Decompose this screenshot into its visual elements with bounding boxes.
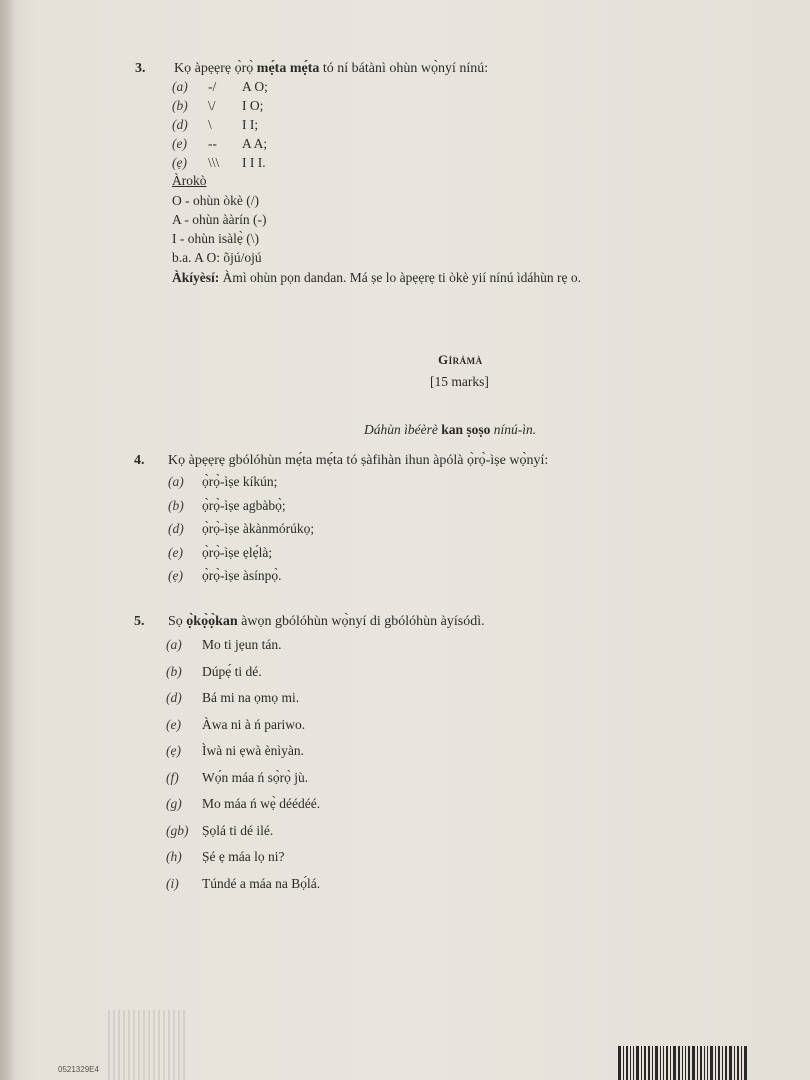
barcode-bar <box>641 1046 642 1080</box>
tone-pattern: \\\ <box>208 155 220 170</box>
item-label: (e) <box>166 716 181 732</box>
barcode-bar <box>678 1046 680 1080</box>
barcode-bar <box>630 1046 631 1080</box>
barcode-bar <box>688 1046 690 1080</box>
question-5-stem: Sọ ọ̀kọ̀ọ̀kan àwọn gbólóhùn wọ̀nyí di gbólóhùn àyísódì. <box>168 614 485 629</box>
tone-pattern: \ <box>208 117 212 132</box>
item-text: ọ̀rọ̀-ìṣe agbàbọ̀; <box>202 497 286 513</box>
question-5-item <box>166 849 284 865</box>
barcode-bar <box>618 1046 621 1080</box>
barcode-bar <box>663 1046 664 1080</box>
barcode-bar <box>670 1046 671 1080</box>
tone-letters: A A; <box>242 136 268 151</box>
barcode-bar <box>652 1046 653 1080</box>
key-line-1: O - ohùn òkè (/) <box>172 193 259 208</box>
barcode-bar <box>700 1046 702 1080</box>
barcode-bar <box>744 1046 747 1080</box>
question-4-stem: Kọ àpẹẹrẹ gbólóhùn mẹ́ta mẹ́ta tó ṣàfihàn ihun àpólà ọ̀rọ̀-ìṣe wọ̀nyí: <box>168 453 549 468</box>
tone-pattern: \/ <box>208 98 216 113</box>
item-label: (f) <box>166 769 179 785</box>
barcode-bar <box>626 1046 628 1080</box>
barcode-bar <box>644 1046 646 1080</box>
item-label: (b) <box>172 98 188 113</box>
barcode-bar <box>715 1046 716 1080</box>
item-text: Túndé a máa na Bọ́lá. <box>202 875 321 891</box>
question-4-item <box>168 498 286 514</box>
question-3-item <box>172 155 266 171</box>
question-5-item <box>166 717 305 733</box>
barcode-bar <box>725 1046 727 1080</box>
barcode-bar <box>741 1046 742 1080</box>
item-text: ọ̀rọ̀-ìṣe ẹlẹ́là; <box>202 544 273 560</box>
item-label: (g) <box>166 796 182 811</box>
question-4-number: 4. <box>134 453 145 468</box>
tone-letters: I I I. <box>242 155 266 170</box>
barcode-bar <box>666 1046 668 1080</box>
barcode-icon <box>618 1046 788 1080</box>
item-label: (gb) <box>166 822 189 838</box>
barcode-bar <box>718 1046 720 1080</box>
barcode-bar <box>697 1046 698 1080</box>
faint-print-marks <box>108 1010 188 1080</box>
question-5-item <box>166 637 282 653</box>
barcode-bar <box>685 1046 686 1080</box>
barcode-bar <box>734 1046 735 1080</box>
barcode-bar <box>673 1046 676 1080</box>
item-text: Ìwà ni ẹwà ènìyàn. <box>202 743 304 758</box>
barcode-bar <box>655 1046 658 1080</box>
key-line-2: A - ohùn ààrín (-) <box>172 212 267 227</box>
item-label: (b) <box>166 663 182 679</box>
section-marks: [15 marks] <box>430 374 489 389</box>
item-text: ọ̀rọ̀-ìṣe kíkún; <box>202 474 278 489</box>
item-text: Mo máa ń wẹ̀ déédéé. <box>202 796 321 811</box>
tone-letters: A O; <box>242 79 268 94</box>
item-label: (i) <box>166 875 179 891</box>
barcode-bar <box>722 1046 723 1080</box>
barcode-bar <box>633 1046 634 1080</box>
barcode-bar <box>636 1046 639 1080</box>
question-5-item <box>166 796 320 812</box>
item-text: ọ̀rọ̀-ìṣe àsínpọ̀. <box>202 568 282 583</box>
section-title: Gírámà <box>438 352 483 367</box>
question-5-item <box>166 743 304 759</box>
question-5-item <box>166 823 273 839</box>
question-3-number: 3. <box>135 61 146 76</box>
question-5-item <box>166 664 262 680</box>
barcode-bar <box>648 1046 650 1080</box>
note: Àkíyèsí: Àmì ohùn pọn dandan. Má ṣe lo àpẹẹrẹ ti òkè yií nínú ìdáhùn rẹ o. <box>172 270 582 285</box>
question-4-item <box>168 474 277 490</box>
barcode-bar <box>660 1046 661 1080</box>
question-4-item <box>168 521 314 537</box>
barcode-bar <box>710 1046 713 1080</box>
question-4-item <box>168 545 272 561</box>
barcode-bar <box>623 1046 624 1080</box>
key-line-3: I - ohùn isàlẹ̀ (\) <box>172 231 259 246</box>
page-edge-shadow <box>0 0 16 1080</box>
tone-pattern: -/ <box>208 79 217 94</box>
tone-letters: I O; <box>242 98 264 113</box>
question-4-item <box>168 568 281 584</box>
section-instruction: Dáhùn ìbéèrè kan ṣoṣo nínú-ìn. <box>364 422 537 437</box>
item-text: Dúpẹ́ ti dé. <box>202 663 262 679</box>
item-label: (a) <box>172 79 188 94</box>
item-label: (a) <box>168 474 184 489</box>
question-3-stem: Kọ àpẹẹrẹ ọ̀rọ̀ mẹ́ta mẹ́ta tó ní bátànì ohùn wọ̀nyí nínú: <box>174 61 489 76</box>
item-label: (d) <box>168 521 184 536</box>
barcode-bar <box>737 1046 739 1080</box>
item-label: (ẹ) <box>172 155 187 170</box>
tone-pattern: -- <box>208 136 217 151</box>
question-5-item <box>166 770 308 786</box>
item-label: (d) <box>166 690 182 705</box>
item-text: Mo ti jẹun tán. <box>202 637 282 652</box>
item-label: (d) <box>172 117 188 132</box>
question-5-number: 5. <box>134 614 145 629</box>
key-title: Àrokò <box>172 173 207 188</box>
question-3-item <box>172 98 263 114</box>
item-label: (h) <box>166 849 182 864</box>
item-label: (b) <box>168 497 184 513</box>
key-line-4: b.a. A O: õjú/ojú <box>172 250 262 265</box>
item-label: (e) <box>172 136 187 151</box>
question-3-item <box>172 136 267 152</box>
item-text: Wọ́n máa ń sọ̀rọ̀ jù. <box>202 769 309 785</box>
tone-letters: I I; <box>242 117 259 132</box>
barcode-bar <box>692 1046 695 1080</box>
page-code: 0521329E4 <box>58 1065 99 1074</box>
item-label: (ẹ) <box>168 568 183 583</box>
question-5-item <box>166 876 320 892</box>
question-5-item <box>166 690 299 706</box>
question-3-item <box>172 117 258 133</box>
item-text: Àwa ni à ń pariwo. <box>202 716 306 732</box>
item-text: ọ̀rọ̀-ìṣe àkànmórúkọ; <box>202 521 315 536</box>
barcode-bar <box>729 1046 732 1080</box>
item-text: Bá mi na ọmọ mi. <box>202 690 300 705</box>
item-text: Ṣọlá ti dé ilé. <box>202 822 274 838</box>
item-label: (a) <box>166 637 182 652</box>
barcode-bar <box>682 1046 683 1080</box>
question-3-item <box>172 79 268 95</box>
item-text: Ṣé ẹ máa lọ ni? <box>202 849 285 864</box>
barcode-bar <box>704 1046 705 1080</box>
barcode-bar <box>707 1046 708 1080</box>
item-label: (ẹ) <box>166 743 181 758</box>
item-label: (e) <box>168 544 183 560</box>
